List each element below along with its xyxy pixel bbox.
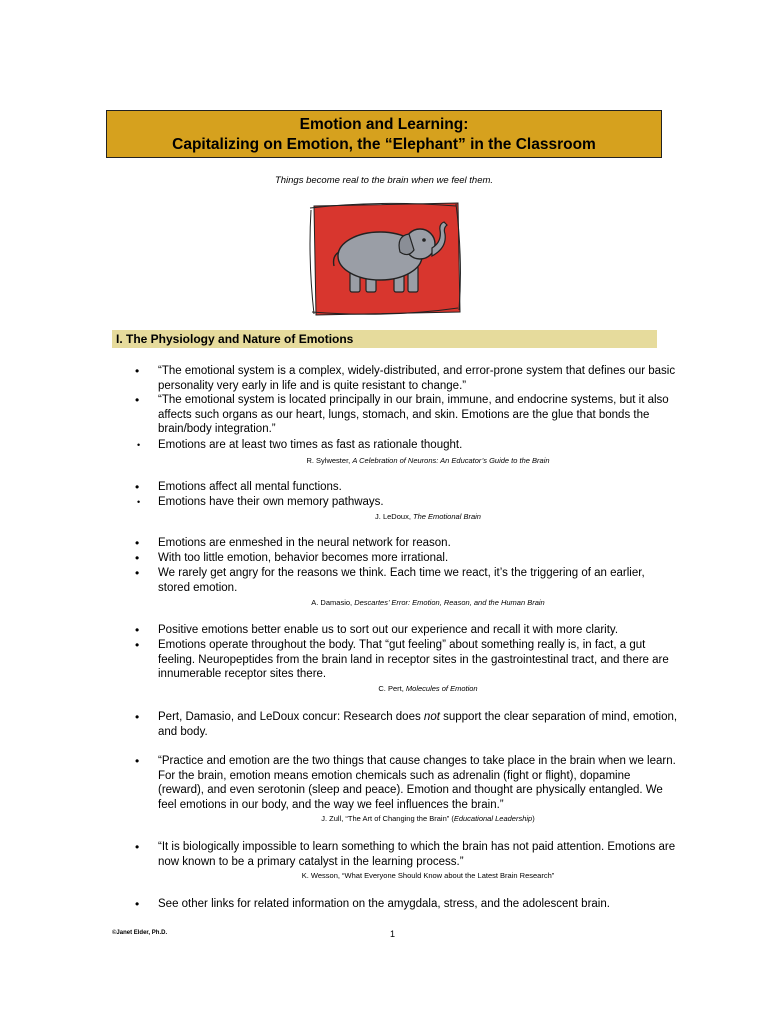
title-line-1: Emotion and Learning: [299, 116, 469, 133]
document-title-box [106, 110, 662, 158]
list-item: Emotions operate throughout the body. That “gut feeling” about something really is, in fact, a gut feeling. Neuropeptides from the brain land in receptor sites in the gastrointestinal tract, and there are innumerable receptor sites there. [158, 639, 669, 680]
bullet-icon: • [135, 754, 140, 768]
list-item: With too little emotion, behavior becomes more irrational. [158, 552, 449, 564]
bullet-icon: • [135, 897, 140, 911]
title-line-2: Capitalizing on Emotion, the “Elephant” in the Classroom [172, 136, 596, 153]
bullet-icon: • [135, 536, 140, 550]
list-item: Emotions have their own memory pathways. [158, 496, 384, 508]
bullet-icon: • [135, 480, 140, 494]
list-item: Emotions affect all mental functions. [158, 481, 342, 493]
tagline: Things become real to the brain when we feel them. [274, 175, 494, 186]
list-item: See other links for related information on the amygdala, stress, and the adolescent brain. [158, 898, 610, 910]
list-item: Pert, Damasio, and LeDoux concur: Research does not support the clear separation of mind, emotion, and body. [158, 711, 678, 738]
bullet-icon: • [135, 364, 140, 378]
bullet-icon: • [135, 710, 140, 724]
citation: A. Damasio, Descartes’ Error: Emotion, Reason, and the Human Brain [311, 598, 545, 607]
bullet-icon: • [135, 551, 140, 565]
elephant-illustration [308, 200, 463, 318]
list-item: Emotions are at least two times as fast as rationale thought. [158, 439, 463, 451]
list-item: Positive emotions better enable us to sort out our experience and recall it with more clarity. [158, 624, 619, 636]
citation: K. Wesson, “What Everyone Should Know about the Latest Brain Research” [301, 871, 555, 880]
section-heading: I. The Physiology and Nature of Emotions [112, 330, 657, 348]
citation: J. LeDoux, The Emotional Brain [375, 512, 481, 521]
citation: R. Sylwester, A Celebration of Neurons: An Educator’s Guide to the Brain [306, 456, 550, 465]
bullet-icon: • [137, 440, 141, 450]
page-number: 1 [390, 929, 396, 939]
elephant-icon [308, 200, 463, 318]
citation: C. Pert, Molecules of Emotion [378, 684, 478, 693]
bullet-icon: • [137, 497, 141, 507]
list-item: We rarely get angry for the reasons we think. Each time we react, it’s the triggering of an earlier, stored emotion. [158, 567, 645, 594]
citation: J. Zull, “The Art of Changing the Brain” (Educational Leadership) [321, 814, 535, 823]
bullet-icon: • [135, 393, 140, 407]
list-item: “The emotional system is located principally in our brain, immune, and endocrine systems, but it also affects such organs as our heart, lungs, stomach, and skin. Emotions are the glue that bonds the brain/body integration.” [158, 394, 669, 435]
bullet-icon: • [135, 566, 140, 580]
list-item: “The emotional system is a complex, widely-distributed, and error-prone system that defines our basic personality very early in life and is quite resistant to change.” [158, 365, 676, 392]
bullet-icon: • [135, 638, 140, 652]
footer-copyright: ©Janet Elder, Ph.D. [112, 930, 168, 936]
list-item: “Practice and emotion are the two things that cause changes to take place in the brain when we learn. For the brain, emotion means emotion chemicals such as adrenalin (fight or flight), dopamine (reward), and even serotonin (sleep and peace). Emotion and thought are physically entangled. We feel emotions in our body, and the way we feel influences the brain.” [158, 755, 676, 811]
list-item: Emotions are enmeshed in the neural network for reason. [158, 537, 451, 549]
list-item: “It is biologically impossible to learn something to which the brain has not paid attention. Emotions are now known to be a primary catalyst in the learning process.” [158, 841, 676, 868]
bullet-icon: • [135, 840, 140, 854]
bullet-icon: • [135, 623, 140, 637]
